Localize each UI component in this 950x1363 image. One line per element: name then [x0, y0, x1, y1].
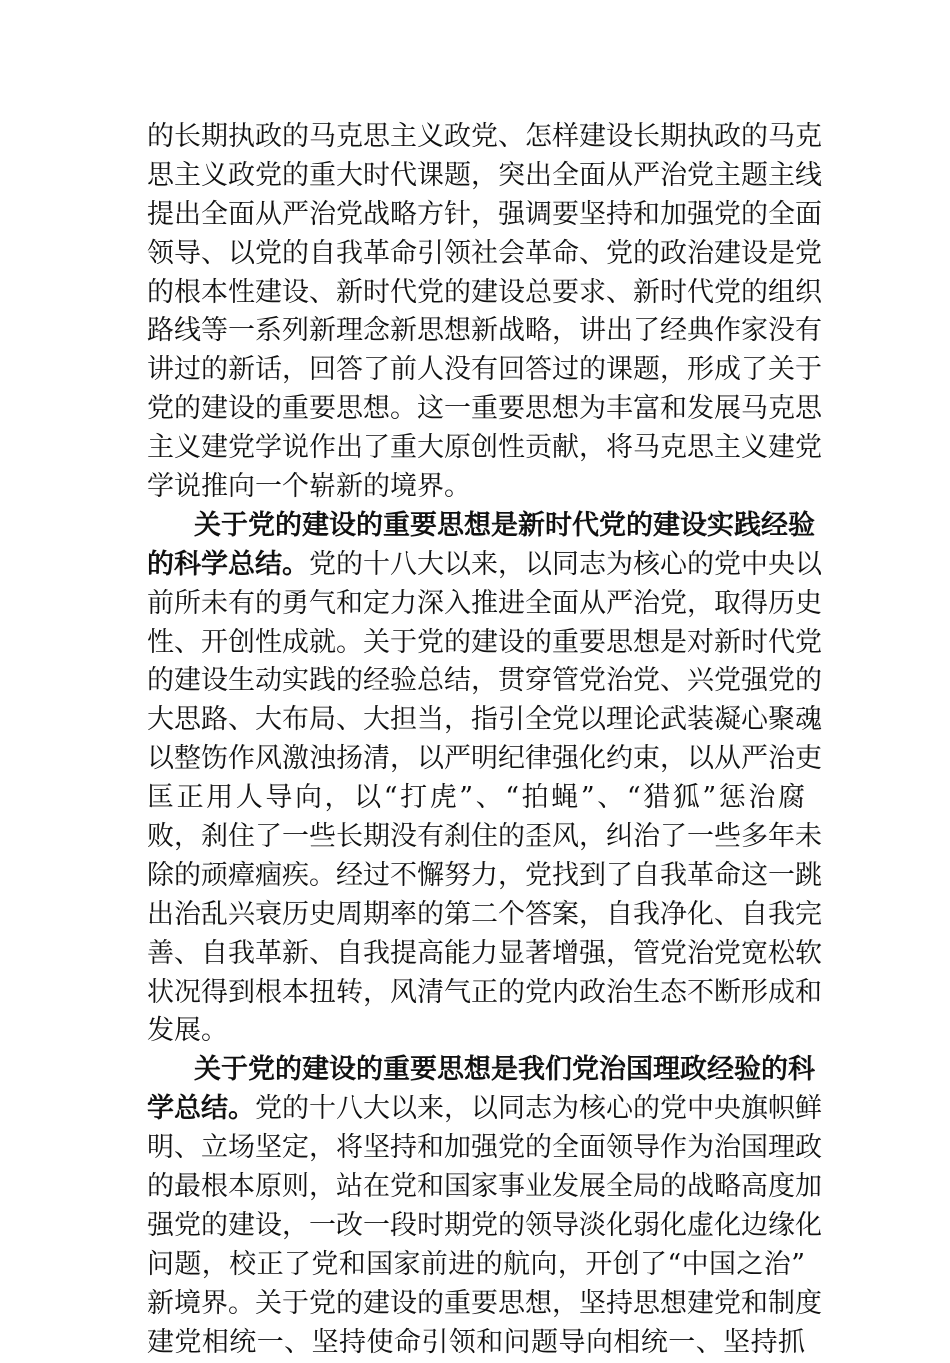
- text-run: 的长期执政的马克思主义政党、怎样建设长期执政的马克: [147, 121, 822, 152]
- text-line: [147, 974, 822, 1013]
- text-line: [147, 1012, 805, 1051]
- bold-text-run: 关于党的建设的重要思想是我们党治国理政经验的科: [194, 1054, 815, 1086]
- text-line: [147, 351, 822, 390]
- text-line: [147, 429, 822, 468]
- paragraph-3: [147, 1051, 822, 1362]
- text-line: [147, 1285, 822, 1324]
- text-run: 讲过的新话，回答了前人没有回答过的课题，形成了关于: [147, 354, 822, 386]
- text-line: [147, 546, 822, 585]
- text-line: [147, 857, 822, 896]
- text-run: 建党相统一、坚持使命引领和问题导向相统一、坚持抓: [147, 1326, 805, 1358]
- text-line: [147, 1129, 822, 1168]
- text-line: [147, 662, 822, 701]
- text-run: 性、开创性成就。关于党的建设的重要思想是对新时代党: [147, 626, 822, 658]
- text-line: [147, 118, 822, 157]
- bold-text-run: 的科学总结。: [147, 548, 309, 580]
- text-run: 强党的建设，一改一段时期党的领导淡化弱化虚化边缘化: [147, 1209, 822, 1241]
- bold-text-run: 学总结。: [147, 1093, 255, 1125]
- text-run: 明、立场坚定，将坚持和加强党的全面领导作为治国理政: [147, 1132, 822, 1164]
- text-run: 领导、以党的自我革命引领社会革命、党的政治建设是党: [147, 237, 822, 269]
- text-run: 状况得到根本扭转，风清气正的党内政治生态不断形成和: [147, 976, 822, 1008]
- text-line: [147, 390, 822, 429]
- text-run: 前所未有的勇气和定力深入推进全面从严治党，取得历史: [147, 587, 822, 619]
- text-line: [147, 1051, 815, 1090]
- document-page: [147, 118, 822, 1363]
- text-run: 学说推向一个崭新的境界。: [147, 471, 471, 503]
- text-line: [147, 896, 822, 935]
- text-line: [147, 235, 822, 274]
- text-line: [147, 157, 822, 196]
- text-run: 问题，校正了党和国家前进的航向，开创了“中国之治”: [147, 1248, 805, 1280]
- paragraph-1: [147, 118, 822, 507]
- text-run: 主义建党学说作出了重大原创性贡献，将马克思主义建党: [147, 432, 822, 464]
- paragraph-2: [147, 507, 822, 1051]
- text-line: [147, 274, 822, 313]
- text-line: [147, 312, 822, 351]
- text-run: 匡正用人导向，以“打虎”、“拍蝇”、“猎狐”惩治腐: [147, 782, 805, 814]
- text-line: [147, 468, 805, 507]
- text-line: [147, 1207, 822, 1246]
- text-run: 的根本性建设、新时代党的建设总要求、新时代党的组织: [147, 276, 822, 308]
- text-run: 除的顽瘴痼疾。经过不懈努力，党找到了自我革命这一跳: [147, 859, 822, 891]
- text-run: 提出全面从严治党战略方针，强调要坚持和加强党的全面: [147, 198, 822, 230]
- text-line: [147, 624, 822, 663]
- text-line: [147, 740, 822, 779]
- text-line: [147, 1168, 822, 1207]
- text-run: 的最根本原则，站在党和国家事业发展全局的战略高度加: [147, 1171, 822, 1203]
- text-run: 的建设生动实践的经验总结，贯穿管党治党、兴党强党的: [147, 665, 822, 697]
- text-line: [147, 935, 822, 974]
- text-line: [147, 196, 822, 235]
- text-run: 党的十八大以来，以同志为核心的党中央旗帜鲜: [255, 1093, 822, 1125]
- bold-text-run: 关于党的建设的重要思想是新时代党的建设实践经验: [194, 509, 815, 541]
- text-run: 党的十八大以来，以同志为核心的党中央以: [309, 548, 822, 580]
- text-line: [147, 701, 822, 740]
- text-run: 败，刹住了一些长期没有刹住的歪风，纠治了一些多年未: [147, 821, 822, 853]
- text-line: [147, 1090, 822, 1129]
- text-run: 善、自我革新、自我提高能力显著增强，管党治党宽松软: [147, 937, 822, 969]
- text-run: 大思路、大布局、大担当，指引全党以理论武装凝心聚魂: [147, 704, 822, 736]
- text-line: [147, 1324, 805, 1363]
- text-line: [147, 779, 805, 818]
- text-run: 路线等一系列新理念新思想新战略，讲出了经典作家没有: [147, 315, 822, 347]
- text-run: 思主义政党的重大时代课题，突出全面从严治党主题主线: [147, 159, 822, 191]
- text-run: 发展。: [147, 1015, 228, 1047]
- text-line: [147, 818, 822, 857]
- text-run: 出治乱兴衰历史周期率的第二个答案，自我净化、自我完: [147, 898, 822, 930]
- text-run: 新境界。关于党的建设的重要思想，坚持思想建党和制度: [147, 1287, 822, 1319]
- text-run: 以整饬作风激浊扬清，以严明纪律强化约束，以从严治吏: [147, 743, 822, 775]
- text-line: [147, 585, 822, 624]
- text-line: [147, 507, 815, 546]
- text-run: 党的建设的重要思想。这一重要思想为丰富和发展马克思: [147, 393, 822, 425]
- text-line: [147, 1246, 805, 1285]
